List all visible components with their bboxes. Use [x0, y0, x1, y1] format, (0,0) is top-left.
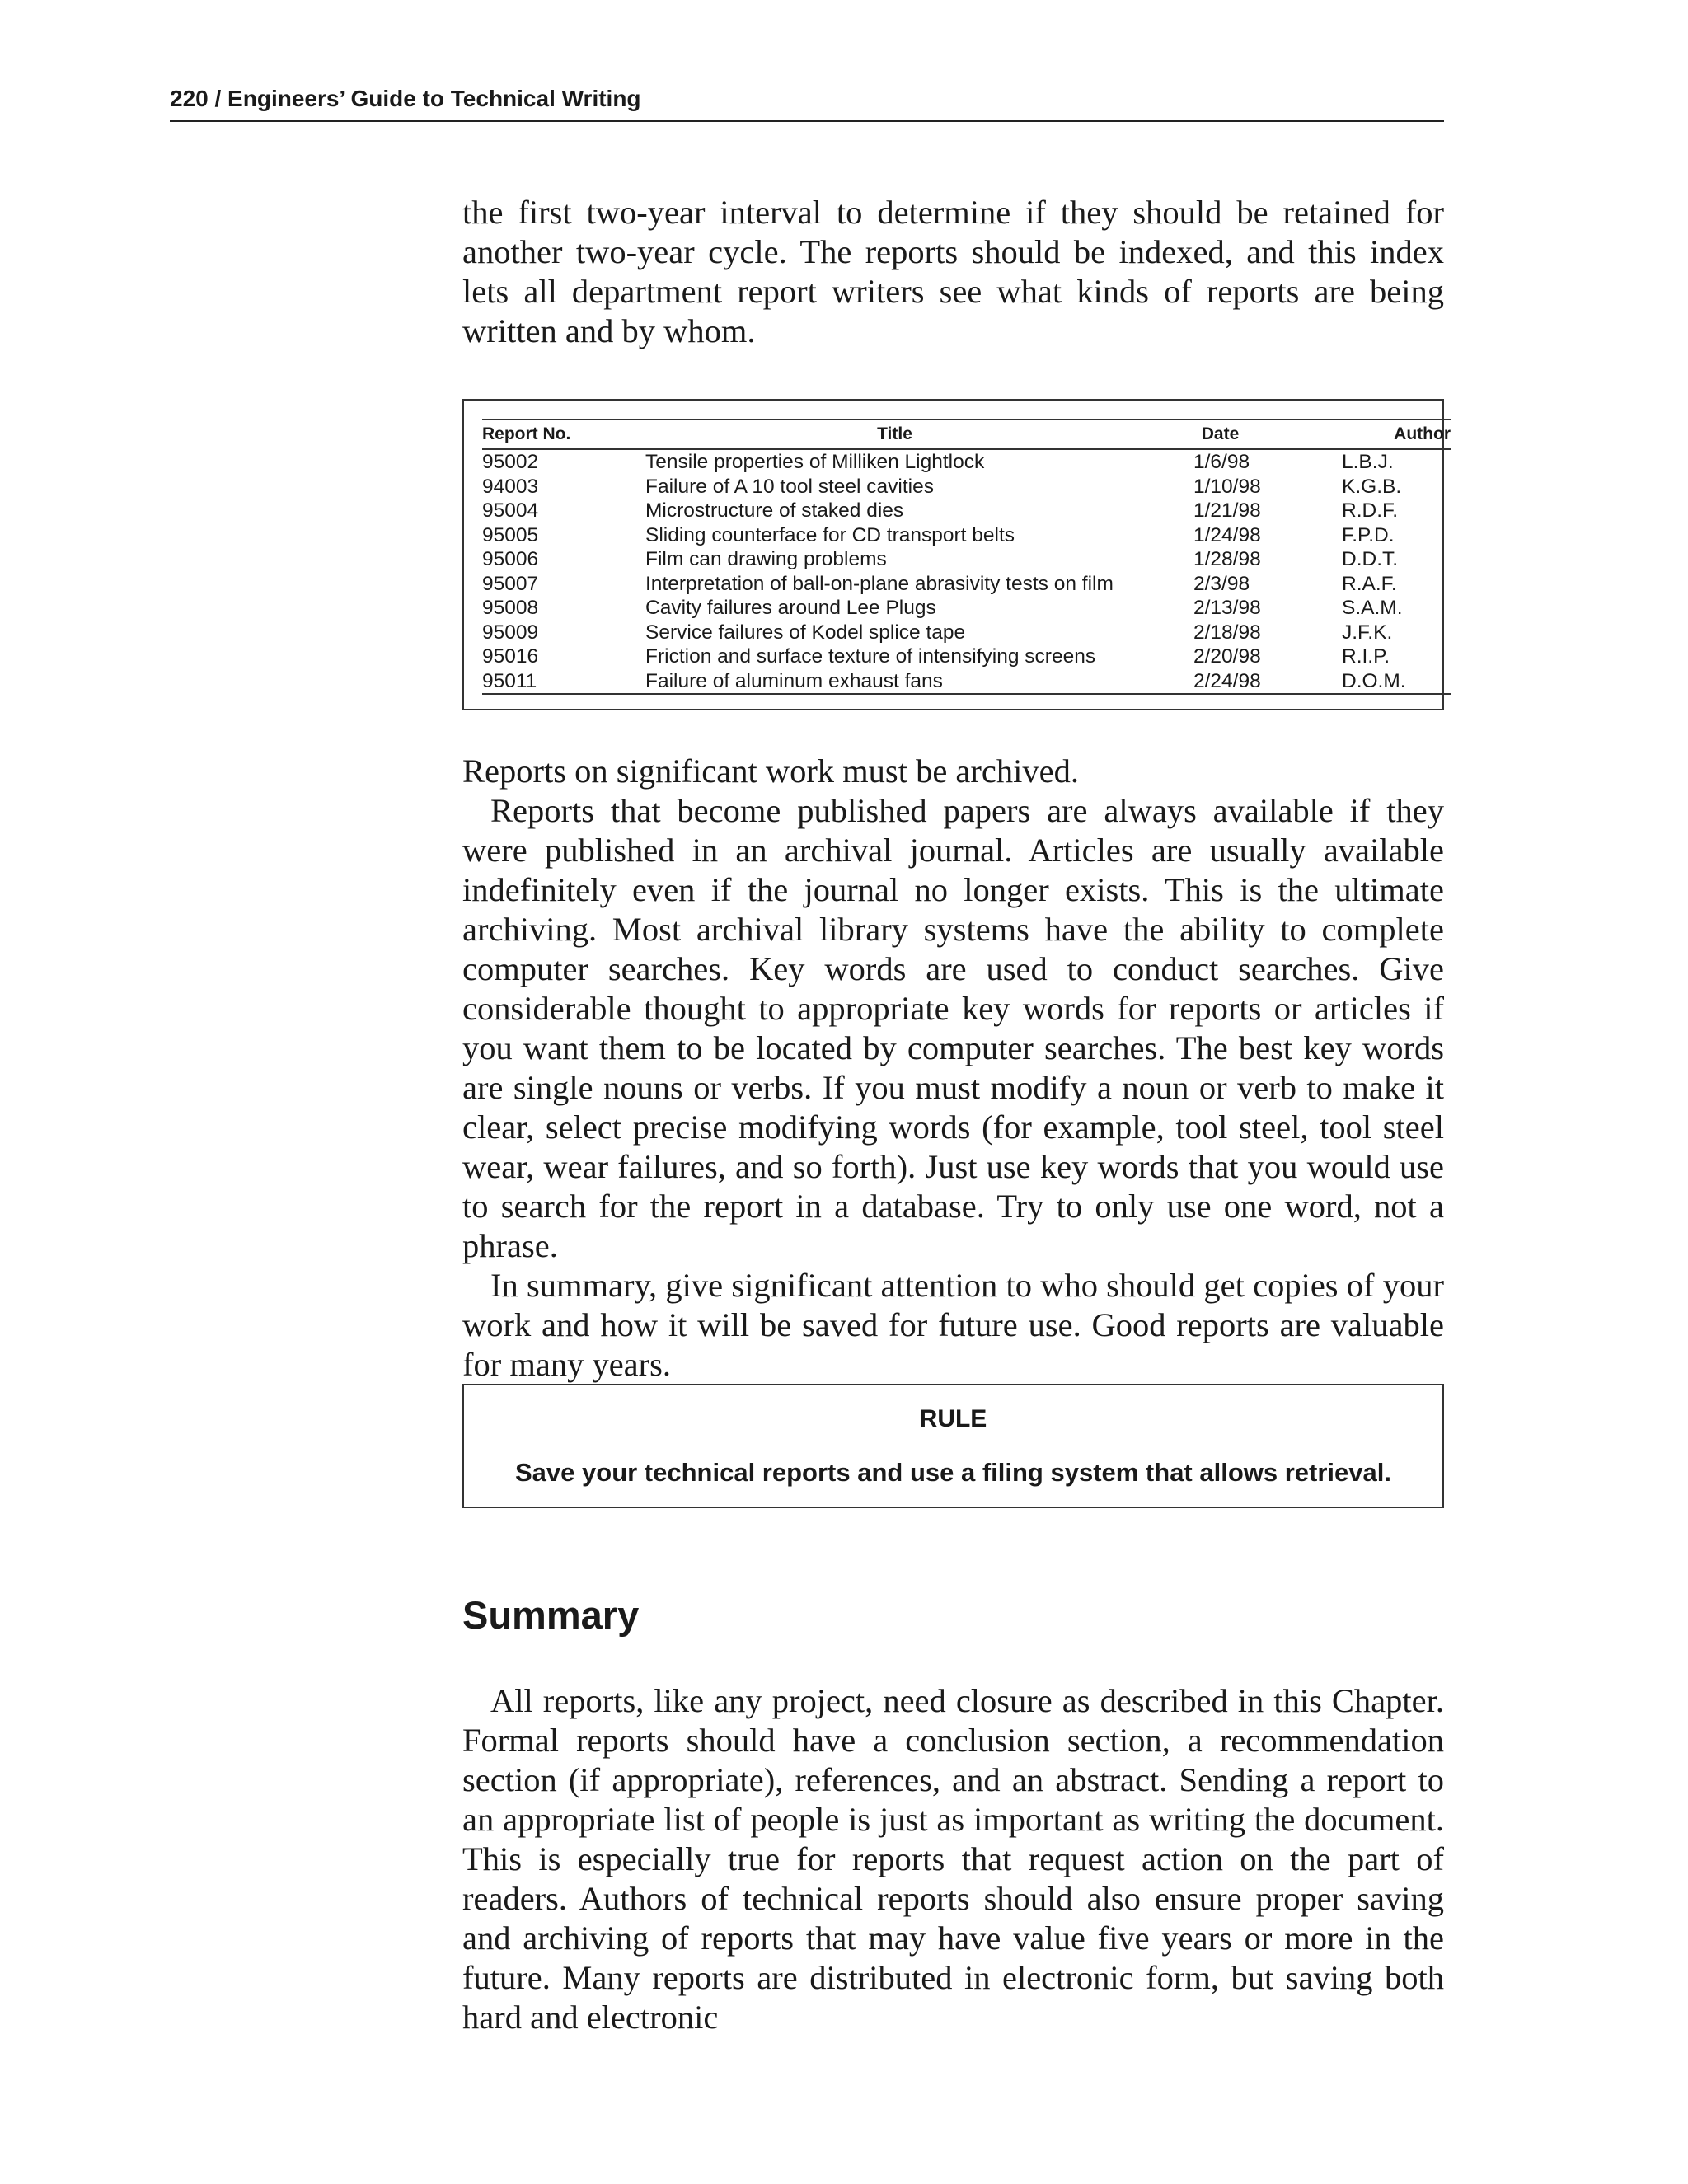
title-cell: Cavity failures around Lee Plugs	[645, 597, 936, 619]
archiving-text	[462, 752, 1444, 1385]
running-head: 220 / Engineers’ Guide to Technical Writing	[170, 84, 1444, 122]
table-row	[482, 644, 1451, 669]
column-header-date: Date	[1144, 419, 1321, 449]
section-heading-summary: Summary	[462, 1593, 640, 1637]
date-cell: 1/24/98	[1193, 523, 1261, 546]
report-no-cell: 95009	[482, 621, 539, 644]
column-header-report-no: Report No.	[482, 419, 645, 449]
paragraph: In summary, give significant attention to who should get copies of your work and how it will be saved for future use. Good reports are valuable for many years.	[462, 1267, 1444, 1383]
report-no-cell: 95011	[482, 669, 645, 695]
date-cell: 2/18/98	[1193, 621, 1261, 644]
column-header-title: Title	[645, 419, 1144, 449]
table-row	[482, 572, 1451, 597]
author-cell: K.G.B.	[1342, 475, 1402, 498]
table-row	[482, 523, 1451, 548]
table-row	[482, 621, 1451, 645]
report-no-cell: 94003	[482, 475, 539, 498]
title-cell: Interpretation of ball-on-plane abrasivity tests on film	[645, 572, 1114, 595]
author-cell: R.D.F.	[1342, 499, 1399, 522]
date-cell: 1/10/98	[1193, 475, 1261, 498]
report-no-cell: 95004	[482, 499, 539, 522]
table-row	[482, 499, 1451, 523]
paragraph: the first two-year interval to determine if they should be retained for another two-year cycle. The reports should be indexed, and this index lets all department report writers see what kinds of reports are being written and by whom.	[462, 194, 1444, 349]
report-no-cell: 95008	[482, 597, 539, 619]
author-cell: D.D.T.	[1342, 548, 1399, 570]
date-cell: 2/3/98	[1193, 572, 1250, 595]
report-no-cell: 95006	[482, 548, 539, 570]
paragraph: Reports on significant work must be archived.	[462, 752, 1079, 790]
title-cell: Film can drawing problems	[645, 548, 887, 570]
paragraph: All reports, like any project, need closure as described in this Chapter. Formal reports should have a conclusion section, a recommendation section (if appropriate), references, and an abstract. Sending a report to an appropriate list of people is just as important as writing the document. This is especially true for reports that request action on the part of readers. Authors of technical reports should also ensure proper saving and archiving of reports that may have value five years or more in the future. Many reports are distributed in electronic form, but saving both hard and electronic	[462, 1682, 1444, 2036]
date-cell: 2/20/98	[1193, 645, 1261, 668]
table-row	[482, 547, 1451, 572]
author-cell: F.P.D.	[1342, 523, 1395, 546]
title-cell: Sliding counterface for CD transport belts	[645, 523, 1015, 546]
date-cell: 1/28/98	[1193, 548, 1261, 570]
rule-box	[462, 1384, 1444, 1508]
date-cell: 2/13/98	[1193, 597, 1261, 619]
table-row	[482, 449, 1451, 475]
summary-text	[462, 1681, 1444, 2037]
report-no-cell: 95005	[482, 523, 539, 546]
author-cell: D.O.M.	[1321, 669, 1451, 695]
title-cell: Tensile properties of Milliken Lightlock	[645, 451, 985, 473]
report-no-cell: 95007	[482, 572, 539, 595]
intro-text	[462, 193, 1444, 351]
author-cell: J.F.K.	[1342, 621, 1393, 644]
author-cell: R.I.P.	[1342, 645, 1390, 668]
rule-text: Save your technical reports and use a filing system that allows retrieval.	[515, 1458, 1391, 1487]
rule-heading: RULE	[919, 1405, 987, 1432]
title-cell: Failure of A 10 tool steel cavities	[645, 475, 934, 498]
report-no-cell: 95016	[482, 645, 539, 668]
author-cell: S.A.M.	[1342, 597, 1403, 619]
title-cell: Service failures of Kodel splice tape	[645, 621, 966, 644]
report-index-table-box	[462, 399, 1451, 710]
table-row	[482, 475, 1451, 499]
date-cell: 1/21/98	[1193, 499, 1261, 522]
table-header-row	[482, 419, 1451, 449]
title-cell: Friction and surface texture of intensifying screens	[645, 645, 1096, 668]
date-cell: 2/24/98	[1144, 669, 1321, 695]
title-cell: Microstructure of staked dies	[645, 499, 904, 522]
report-index-table	[482, 419, 1451, 695]
author-cell: R.A.F.	[1342, 572, 1397, 595]
date-cell: 1/6/98	[1193, 451, 1250, 473]
column-header-author: Author	[1321, 419, 1451, 449]
author-cell: L.B.J.	[1342, 451, 1394, 473]
paragraph: Reports that become published papers are always available if they were published in an archival journal. Articles are usually available indefinitely even if the journal no longer exists. This is the ultimate archiving. Most archival library systems have the ability to complete computer searches. Key words are used to conduct searches. Give considerable thought to appropriate key words for reports or articles if you want them to be located by computer searches. The best key words are single nouns or verbs. If you must modify a noun or verb to make it clear, select precise modifying words (for example, tool steel, tool steel wear, wear failures, and so forth). Just use key words that you would use to search for the report in a database. Try to only use one word, not a phrase.	[462, 792, 1444, 1264]
report-no-cell: 95002	[482, 451, 539, 473]
title-cell: Failure of aluminum exhaust fans	[645, 669, 1144, 695]
table-row	[482, 596, 1451, 621]
table-row	[482, 669, 1451, 695]
